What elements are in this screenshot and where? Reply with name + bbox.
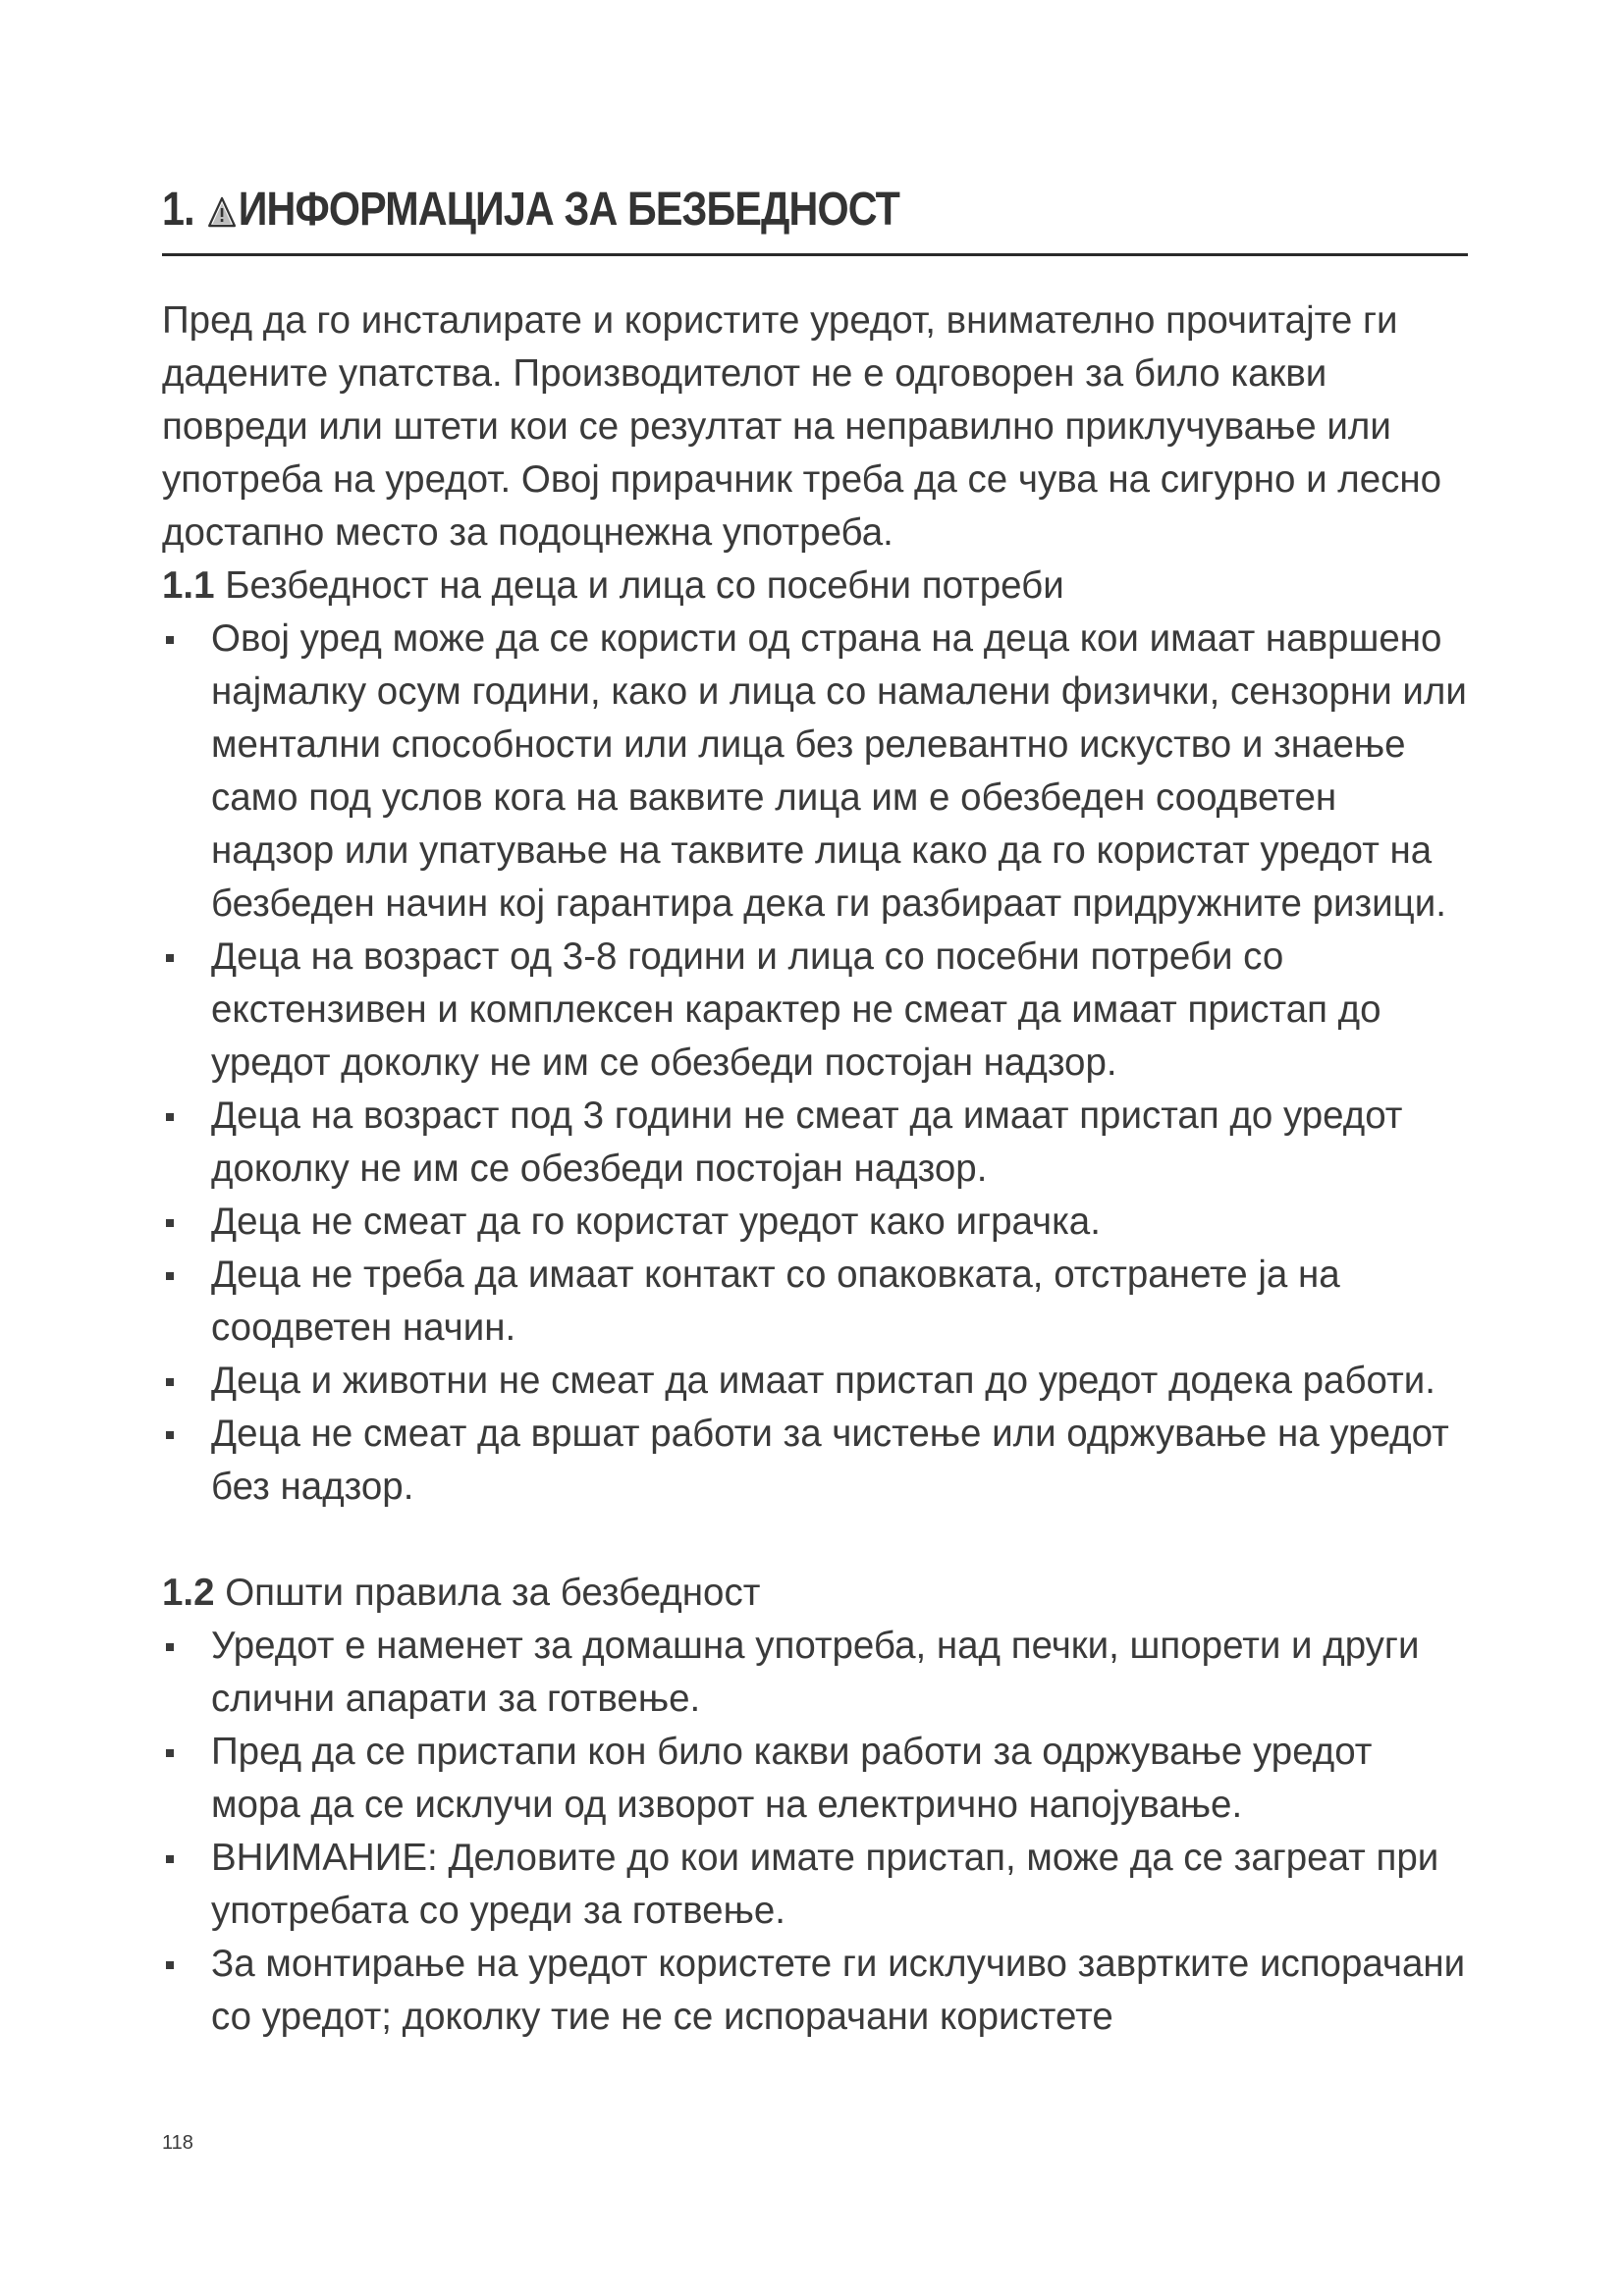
list-item: Деца и животни не смеат да имаат пристап до уредот додека работи. — [162, 1355, 1468, 1408]
bullet-icon — [166, 1961, 174, 1969]
bullet-icon — [166, 1855, 174, 1863]
bullet-icon — [166, 954, 174, 962]
subsection-heading-1-1: 1.1 Безбедност на деца и лица со посебни потреби — [162, 564, 1064, 607]
document-body — [162, 294, 1468, 2044]
section-spacer — [162, 1514, 1468, 1567]
title-text: ИНФОРМАЦИЈА ЗА БЕЗБЕДНОСТ — [238, 184, 900, 236]
bullet-icon — [166, 1113, 174, 1121]
bullet-list-1-2 — [162, 1620, 1468, 2044]
bullet-icon — [166, 1643, 174, 1651]
list-item: Деца на возраст под 3 години не смеат да имаат пристап до уредот доколку не им се обезбеди постојан надзор. — [162, 1090, 1468, 1196]
page-number: 118 — [162, 2132, 193, 2154]
bullet-icon — [166, 1272, 174, 1280]
section-header — [162, 179, 1468, 256]
intro-paragraph: Пред да го инсталирате и користите уредот, внимателно прочитајте ги дадените упатства. Производителот не е одговорен за било какви повреди или штети кои се резултат на неправилно приклучување или употреба на уредот. Овој прирачник треба да се чува на сигурно и лесно достапно место за подоцнежна употреба. — [162, 299, 1442, 554]
bullet-icon — [166, 636, 174, 644]
bullet-icon — [166, 1749, 174, 1757]
bullet-list-1-1 — [162, 613, 1468, 1514]
list-item: Деца не смеат да вршат работи за чистење или одржување на уредот без надзор. — [162, 1408, 1468, 1514]
list-item: За монтирање на уредот користете ги исклучиво завртките испорачани со уредот; доколку тие не се испорачани користете — [162, 1938, 1468, 2044]
list-item: ВНИМАНИЕ: Деловите до кои имате пристап, може да се загреат при употребата со уреди за готвење. — [162, 1832, 1468, 1938]
bullet-icon — [166, 1378, 174, 1386]
list-item: Овој уред може да се користи од страна на деца кои имаат навршено најмалку осум години, како и лица со намалени физички, сензорни или ментални способности или лица без релевантно искуство и знаење само под услов кога на ваквите лица им е обезбеден соодветен надзор или упатување на таквите лица како да го користат уредот на безбеден начин кој гарантира дека ги разбираат придружните ризици. — [162, 613, 1468, 931]
warning-triangle-icon — [208, 187, 237, 240]
bullet-icon — [166, 1431, 174, 1439]
list-item: Деца не смеат да го користат уредот како играчка. — [162, 1196, 1468, 1249]
page-title — [162, 183, 899, 240]
list-item: Деца на возраст од 3-8 години и лица со посебни потреби со екстензивен и комплексен карактер не смеат да имаат пристап до уредот доколку не им се обезбеди постојан надзор. — [162, 931, 1468, 1090]
list-item: Пред да се пристапи кон било какви работи за одржување уредот мора да се исклучи од изворот на електрично напојување. — [162, 1726, 1468, 1832]
list-item: Деца не треба да имаат контакт со опаковката, отстранете ја на соодветен начин. — [162, 1249, 1468, 1355]
subsection-heading-1-2: 1.2 Општи правила за безбедност — [162, 1572, 761, 1614]
list-item: Уредот е наменет за домашна употреба, над печки, шпорети и други слични апарати за готвење. — [162, 1620, 1468, 1726]
section-number: 1. — [162, 184, 194, 236]
bullet-icon — [166, 1219, 174, 1227]
